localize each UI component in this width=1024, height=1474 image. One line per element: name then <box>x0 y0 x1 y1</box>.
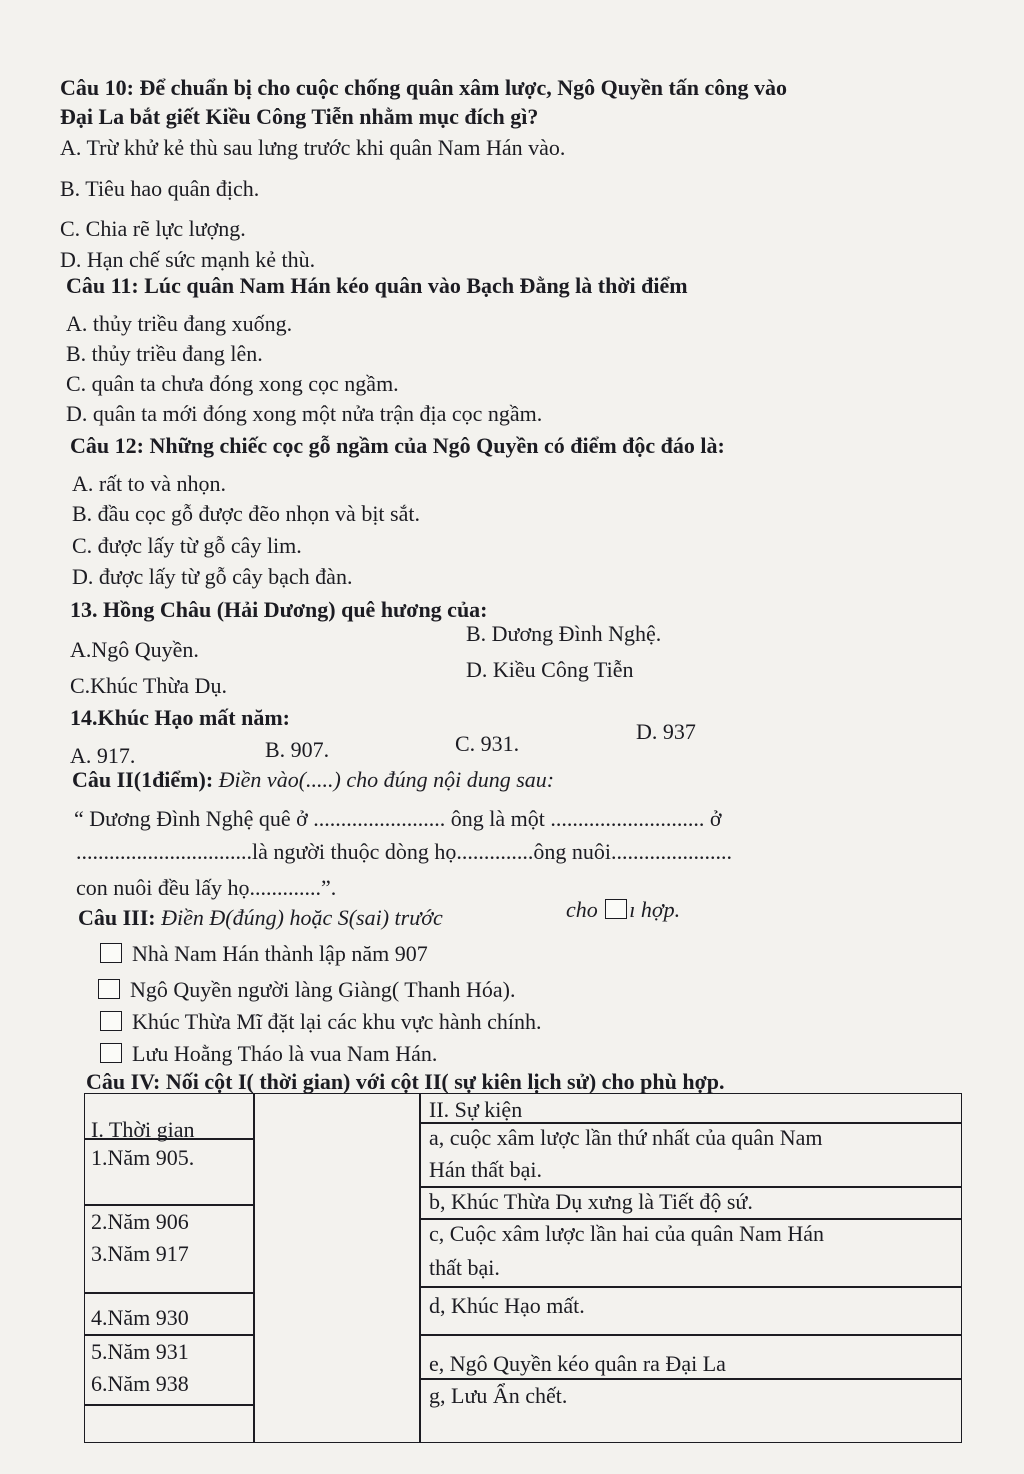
part2-fill-line1: “ Dương Đình Nghệ quê ở ........................ ông là một ............................ ở <box>74 806 722 831</box>
col2-item-c-line2: thất bại. <box>429 1255 500 1280</box>
q13-option-c: C.Khúc Thừa Dụ. <box>70 673 227 698</box>
q14-option-c: C. 931. <box>455 731 520 756</box>
col1-item-3: 3.Năm 917 <box>91 1241 189 1266</box>
table-divider <box>253 1094 255 1442</box>
part2-fill-line2: ................................là người thuộc dòng họ..............ông nuôi...................... <box>76 839 733 864</box>
part3-item-3-text: Khúc Thừa Mĩ đặt lại các khu vực hành chính. <box>132 1009 542 1034</box>
q11-option-d: D. quân ta mới đóng xong một nửa trận địa cọc ngầm. <box>66 401 543 426</box>
col2-item-c-line1: c, Cuộc xâm lược lần hai của quân Nam Hán <box>429 1221 824 1246</box>
q12-option-a: A. rất to và nhọn. <box>72 471 226 496</box>
q13-option-a: A.Ngô Quyền. <box>70 637 199 662</box>
col1-item-5: 5.Năm 931 <box>91 1339 189 1364</box>
part3-instruction-end: ı hợp. <box>629 897 681 922</box>
part3-title: Câu III: <box>78 905 156 930</box>
part3-item-2-text: Ngô Quyền người làng Giàng( Thanh Hóa). <box>130 977 516 1002</box>
part3-item-3 <box>100 1008 542 1036</box>
part3-instruction-tail <box>566 896 680 924</box>
part3-item-2 <box>98 976 515 1004</box>
q13-option-d: D. Kiều Công Tiễn <box>466 657 634 682</box>
col1-item-6: 6.Năm 938 <box>91 1371 189 1396</box>
q13-title: 13. Hồng Châu (Hải Dương) quê hương của: <box>70 597 488 622</box>
part3-item-4-text: Lưu Hoằng Tháo là vua Nam Hán. <box>132 1041 438 1066</box>
col1-item-4: 4.Năm 930 <box>91 1305 189 1330</box>
col2-item-e: e, Ngô Quyền kéo quân ra Đại La <box>429 1351 726 1376</box>
q10-option-d: D. Hạn chế sức mạnh kẻ thù. <box>60 247 316 272</box>
q10-title-line2: Đại La bắt giết Kiều Công Tiễn nhằm mục đích gì? <box>60 104 539 129</box>
q12-option-d: D. được lấy từ gỗ cây bạch đàn. <box>72 564 353 589</box>
col2-header: II. Sự kiện <box>429 1097 523 1122</box>
table-rule <box>85 1334 253 1336</box>
q11-option-b: B. thủy triều đang lên. <box>66 341 263 366</box>
q10-option-c: C. Chia rẽ lực lượng. <box>60 216 246 241</box>
q13-option-b: B. Dương Đình Nghệ. <box>466 621 662 646</box>
col2-item-d: d, Khúc Hạo mất. <box>429 1293 585 1318</box>
q14-option-a: A. 917. <box>70 743 136 768</box>
table-rule <box>419 1378 961 1380</box>
answer-checkbox-1[interactable] <box>100 943 122 963</box>
part3-heading <box>78 904 443 932</box>
q14-option-b: B. 907. <box>265 737 330 762</box>
part4-title: Câu IV: Nối cột I( thời gian) với cột II( sự kiên lịch sử) cho phù hợp. <box>86 1069 725 1094</box>
part3-instruction-cho: cho <box>566 897 598 922</box>
table-rule <box>85 1292 253 1294</box>
q10-option-b: B. Tiêu hao quân địch. <box>60 176 260 201</box>
col2-item-a-line2: Hán thất bại. <box>429 1157 543 1182</box>
col1-header: I. Thời gian <box>91 1117 195 1142</box>
q11-option-a: A. thủy triều đang xuống. <box>66 311 293 336</box>
part2-instruction: Điền vào(.....) cho đúng nội dung sau: <box>213 767 555 792</box>
answer-checkbox-3[interactable] <box>100 1011 122 1031</box>
answer-checkbox-2[interactable] <box>98 979 120 999</box>
col1-item-2: 2.Năm 906 <box>91 1209 189 1234</box>
part3-instruction: Điền Đ(đúng) hoặc S(sai) trước <box>155 905 443 930</box>
table-rule <box>85 1404 253 1406</box>
col2-item-b: b, Khúc Thừa Dụ xưng là Tiết độ sứ. <box>429 1189 753 1214</box>
table-divider <box>419 1094 421 1442</box>
col2-item-a-line1: a, cuộc xâm lược lần thứ nhất của quân Nam <box>429 1125 823 1150</box>
q11-option-c: C. quân ta chưa đóng xong cọc ngầm. <box>66 371 399 396</box>
part3-item-4 <box>100 1040 437 1068</box>
part2-heading <box>72 766 554 794</box>
q14-option-d: D. 937 <box>636 719 696 744</box>
q12-option-b: B. đầu cọc gỗ được đẽo nhọn và bịt sắt. <box>72 501 420 526</box>
q14-title: 14.Khúc Hạo mất năm: <box>70 705 290 730</box>
q12-title: Câu 12: Những chiếc cọc gỗ ngầm của Ngô Quyền có điểm độc đáo là: <box>70 433 725 458</box>
table-rule <box>419 1286 961 1288</box>
matching-table <box>84 1093 962 1443</box>
table-rule <box>85 1204 253 1206</box>
answer-box-icon <box>605 899 627 919</box>
part3-item-1-text: Nhà Nam Hán thành lập năm 907 <box>132 941 428 966</box>
part3-item-1 <box>100 940 428 968</box>
q12-option-c: C. được lấy từ gỗ cây lim. <box>72 533 302 558</box>
q11-title: Câu 11: Lúc quân Nam Hán kéo quân vào Bạch Đằng là thời điểm <box>66 273 688 298</box>
part2-fill-line3: con nuôi đều lấy họ.............”. <box>76 875 337 900</box>
table-rule <box>419 1334 961 1336</box>
col2-item-g: g, Lưu Ẩn chết. <box>429 1383 568 1408</box>
col1-item-1: 1.Năm 905. <box>91 1145 195 1170</box>
q10-option-a: A. Trừ khử kẻ thù sau lưng trước khi quân Nam Hán vào. <box>60 135 566 160</box>
part2-title: Câu II(1điểm): <box>72 767 214 792</box>
answer-checkbox-4[interactable] <box>100 1043 122 1063</box>
q10-title-line1: Câu 10: Để chuẩn bị cho cuộc chống quân xâm lược, Ngô Quyền tấn công vào <box>60 75 788 100</box>
